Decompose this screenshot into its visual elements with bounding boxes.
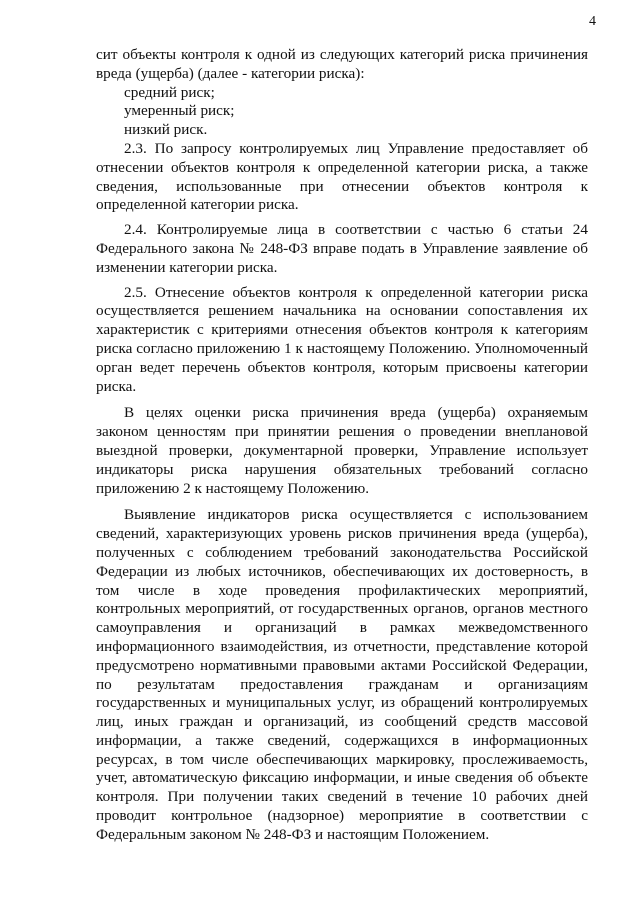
risk-category-medium: средний риск; xyxy=(124,83,215,101)
paragraph-risk-indicators: Выявление индикаторов риска осуществляется с использованием сведений, характеризующих уровень рисков причинения вреда (ущерба), полученных с соблюдением требований законодательства Российской Федерации из любых источников, обеспечивающих их достоверность, в том числе в ходе проведения профилактических мероприятий, контрольных мероприятий, от государственных органов, органов местного самоуправления и организаций в рамках межведомственного информационного взаимодействия, из отчетности, представление которой предусмотрено нормативными правовыми актами Российской Федерации, по результатам предоставления гражданам и организациям государственных и муниципальных услуг, из обращений контролируемых лиц, иных граждан и организаций, из сообщений средств массовой информации, а также сведений, содержащихся в информационных ресурсах, в том числе обеспечивающих маркировку, прослеживаемость, учет, автоматическую фиксацию информации, и иные сведения об объекте контроля. При получении таких сведений в течение 10 рабочих дней проводит контрольное (надзорное) мероприятие в соответствии с Федеральным законом № 248-ФЗ и настоящим Положением. xyxy=(96,506,588,843)
paragraph-2-3: 2.3. По запросу контролируемых лиц Управление предоставляет об отнесении объектов контроля к определенной категории риска, а также сведения, использованные при отнесении объектов контроля к определенной категории риска. xyxy=(96,139,588,214)
page-number: 4 xyxy=(589,14,596,29)
paragraph-2-5: 2.5. Отнесение объектов контроля к определенной категории риска осуществляется решением начальника на основании сопоставления их характеристик с критериями отнесения объектов контроля к категориям риска согласно приложению 1 к настоящему Положению. Уполномоченный орган ведет перечень объектов контроля, которым присвоены категории риска. xyxy=(96,283,588,395)
risk-category-moderate: умеренный риск; xyxy=(124,102,235,120)
intro-paragraph: сит объекты контроля к одной из следующих категорий риска причинения вреда (ущерба) (далее - категории риска): xyxy=(96,46,588,82)
paragraph-risk-assessment: В целях оценки риска причинения вреда (ущерба) охраняемым законом ценностям при принятии решения о проведении внеплановой выездной проверки, документарной проверки, Управление использует индикаторы риска нарушения обязательных требований согласно приложению 2 к настоящему Положению. xyxy=(96,404,588,497)
document-body xyxy=(96,46,588,845)
paragraph-2-4: 2.4. Контролируемые лица в соответствии с частью 6 статьи 24 Федерального закона № 248-ФЗ вправе подать в Управление заявление об изменении категории риска. xyxy=(96,221,588,276)
risk-category-low: низкий риск. xyxy=(124,121,208,139)
